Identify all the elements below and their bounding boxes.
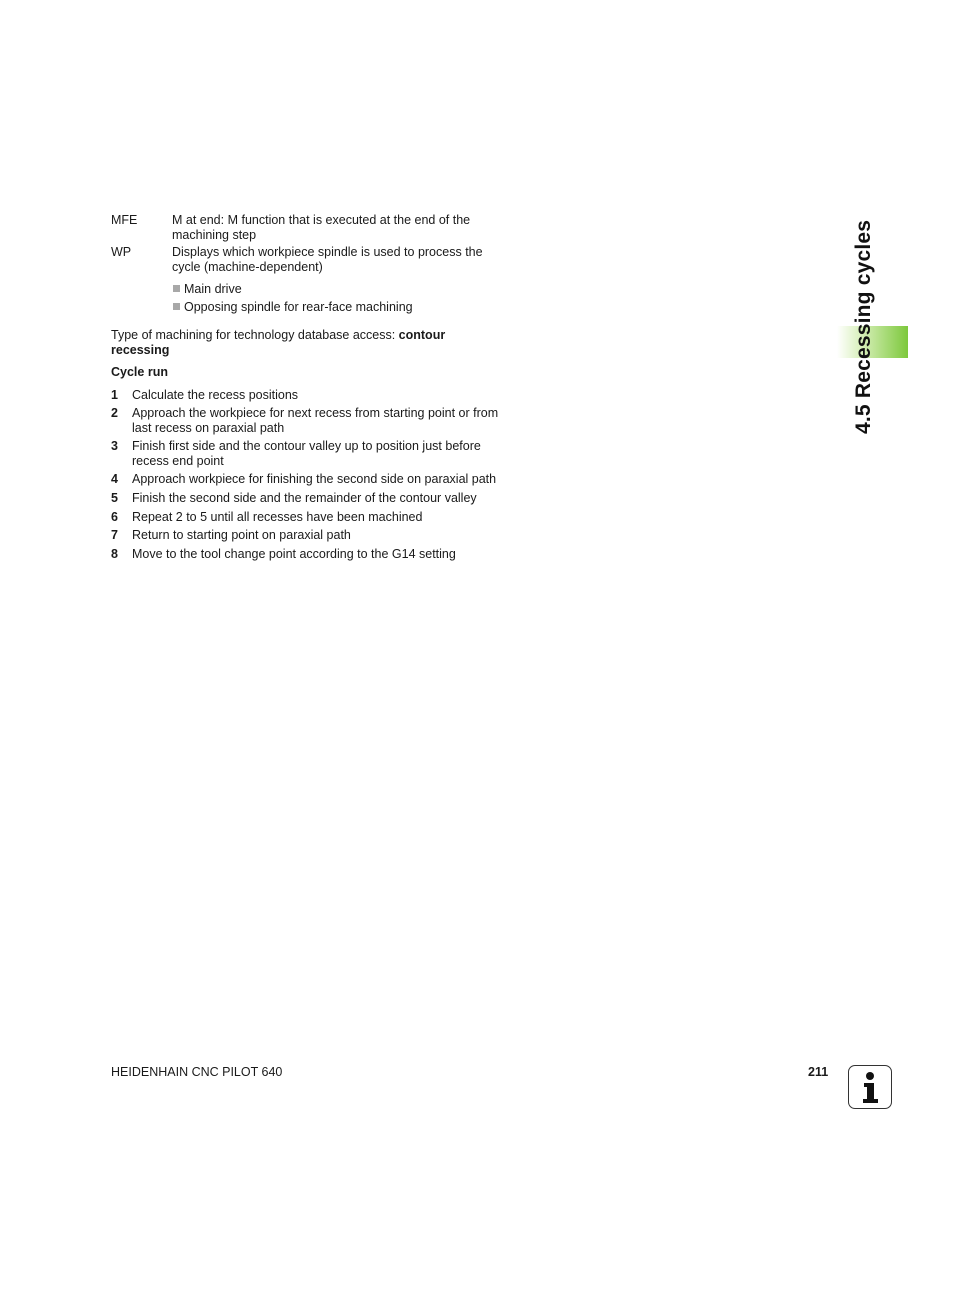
info-glyph <box>849 1066 893 1110</box>
param-key: WP <box>111 245 132 259</box>
chapter-title: 4.5 Recessing cycles <box>852 219 875 434</box>
square-bullet-icon <box>173 285 180 292</box>
tech-db-paragraph: Type of machining for technology database access: contour recessing <box>111 328 446 357</box>
list-item: Main drive <box>173 282 242 297</box>
footer-product: HEIDENHAIN CNC PILOT 640 <box>111 1065 283 1079</box>
square-bullet-icon <box>173 303 180 310</box>
param-key: MFE <box>111 213 138 227</box>
section-heading: Cycle run <box>111 365 168 379</box>
list-item: Opposing spindle for rear-face machining <box>173 300 413 315</box>
page-number: 211 <box>808 1065 829 1079</box>
param-desc: M at end: M function that is executed at the end of the machining step <box>172 213 471 242</box>
param-desc: Displays which workpiece spindle is used to process the cycle (machine-dependent) <box>172 245 483 274</box>
info-icon[interactable] <box>848 1065 892 1109</box>
